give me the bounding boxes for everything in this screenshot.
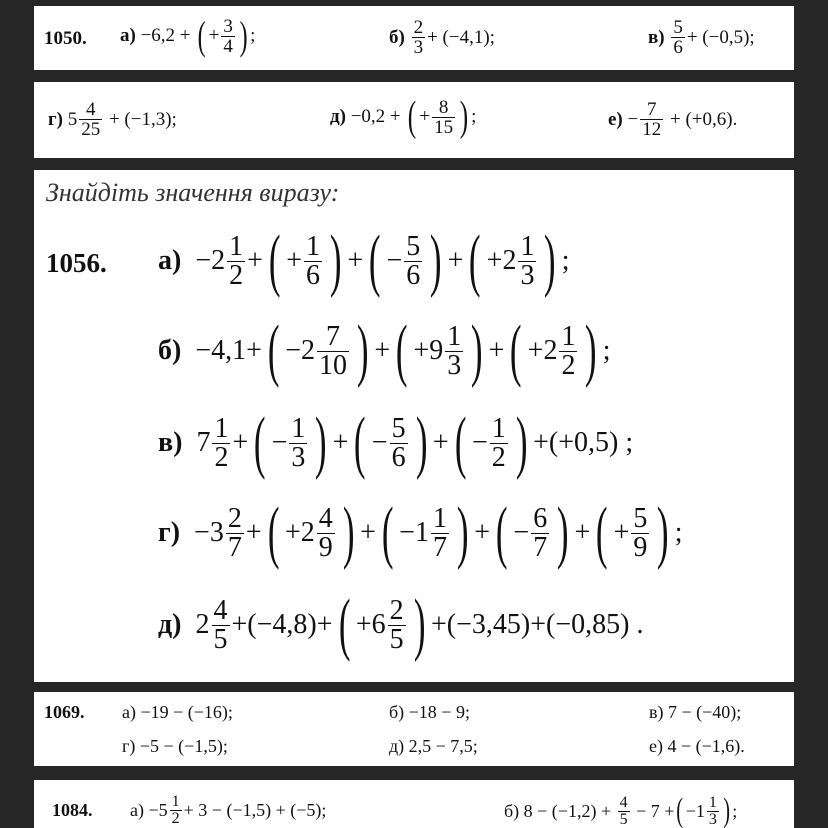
numerator: 1: [561, 320, 576, 352]
terminator: .: [636, 609, 644, 640]
sign: +: [208, 25, 220, 46]
term: (+0,5): [548, 427, 619, 458]
term: + 3 − (−1,5) + (−5);: [183, 800, 327, 820]
expression-g: г) −3 $\frac{2}{7}$ + ( +2 $\frac{4}{9}$ ) + ( −1 $\frac{1}{7}$ ) + ( − $\frac{6}{7}$ ) + ( + $\frac{5}{9}$ ) ;: [158, 494, 683, 571]
expression-a: а) −19 − (−16);: [122, 702, 233, 722]
denominator: 6: [391, 441, 406, 473]
fraction: [79, 100, 102, 139]
numerator: 4: [318, 502, 333, 534]
fraction: [445, 320, 463, 381]
denominator: 3: [708, 810, 717, 828]
whole-part: +6: [355, 609, 386, 640]
exercise-1050-strip: [34, 6, 794, 70]
term: ;: [471, 106, 477, 127]
numerator: 6: [533, 502, 548, 534]
denominator: 10: [319, 349, 348, 381]
paren-open: (: [267, 312, 280, 389]
denominator: 4: [223, 35, 233, 57]
expression-d: [330, 96, 476, 138]
item-label: г): [158, 517, 181, 548]
item-label: в): [158, 427, 183, 458]
numerator: 5: [391, 412, 406, 444]
term: − 7 +: [636, 800, 675, 821]
denominator: 2: [561, 349, 576, 381]
sign: −: [371, 427, 388, 458]
paren-open: (: [408, 94, 417, 140]
term: + (+0,6).: [669, 108, 738, 130]
numerator: 1: [214, 412, 229, 444]
paren-close: ): [342, 494, 355, 571]
term: + (−4,1);: [427, 26, 495, 48]
paren-open: (: [495, 494, 508, 571]
denominator: 2: [171, 810, 180, 827]
expression-e: [608, 100, 737, 139]
paren-open: (: [510, 312, 522, 389]
fraction: [631, 502, 649, 563]
paren-close: ): [723, 792, 730, 828]
denominator: 7: [432, 531, 447, 563]
denominator: 5: [619, 810, 628, 828]
numerator: 7: [646, 99, 657, 120]
denominator: 25: [81, 119, 101, 140]
term: −6,2 +: [140, 25, 191, 46]
paren-close: ): [585, 312, 597, 389]
expression-g: [48, 100, 177, 139]
item-label: а): [120, 25, 136, 46]
fraction: [432, 98, 455, 137]
numerator: 1: [171, 793, 180, 810]
sign: +2: [486, 245, 517, 276]
paren-close: ): [413, 586, 426, 663]
term: (−3,45): [446, 609, 531, 640]
numerator: 1: [291, 412, 306, 444]
sign: +: [286, 245, 303, 276]
expression-v: [648, 18, 755, 57]
denominator: 6: [306, 259, 321, 291]
expression-v: в) 7 − (−40);: [649, 702, 742, 722]
numerator: 1: [708, 793, 717, 811]
fraction: [390, 412, 408, 473]
paren-close: ): [544, 222, 556, 299]
terminator: ;: [625, 427, 634, 458]
paren-close: ): [456, 494, 469, 571]
denominator: 7: [533, 531, 548, 563]
whole-part: −2: [285, 335, 316, 366]
terminator: ;: [732, 800, 738, 821]
numerator: 4: [213, 594, 228, 626]
denominator: 5: [213, 623, 228, 655]
paren-open: (: [676, 792, 684, 828]
exercise-1056-block: [34, 170, 794, 682]
whole-part: −2: [195, 245, 226, 276]
terminator: ;: [674, 517, 683, 548]
denominator: 7: [227, 531, 242, 563]
fraction: [221, 17, 235, 56]
paren-close: ): [657, 494, 669, 571]
item-label: в): [648, 26, 665, 48]
whole-part: −3: [194, 517, 224, 548]
exercise-1084-strip: [34, 780, 794, 828]
numerator: 4: [619, 793, 628, 811]
numerator: 8: [438, 96, 449, 118]
numerator: 2: [227, 502, 242, 534]
expression-b: [389, 18, 495, 57]
item-label: а): [158, 245, 182, 276]
sign: −: [271, 427, 288, 458]
terminator: ;: [602, 335, 611, 366]
paren-close: ): [329, 222, 342, 299]
term: + (−1,3);: [108, 108, 177, 130]
paren-open: (: [596, 494, 608, 571]
sign: +: [419, 106, 431, 127]
terminator: ;: [561, 245, 570, 276]
denominator: 6: [406, 259, 421, 291]
denominator: 9: [318, 531, 333, 563]
fraction: [317, 502, 335, 563]
exercise-number: 1084.: [52, 800, 93, 820]
sign: −: [513, 517, 530, 548]
denominator: 2: [214, 441, 229, 473]
fraction: [559, 320, 577, 381]
fraction: [404, 230, 422, 291]
fraction: [640, 100, 663, 139]
fraction: [431, 502, 449, 563]
sign: −: [472, 427, 488, 458]
item-label: д): [330, 106, 346, 127]
exercise-number: 1056.: [46, 248, 107, 278]
term: (−4,8): [247, 609, 317, 640]
paren-close: ): [557, 494, 569, 571]
item-label: б): [389, 26, 405, 48]
exercise-1069-strip: [34, 692, 794, 766]
paren-open: (: [381, 494, 394, 571]
fraction: [412, 18, 426, 57]
whole-part: +2: [527, 335, 558, 366]
numerator: 2: [389, 594, 404, 626]
item-label: г): [48, 108, 63, 130]
whole-part: 7: [196, 427, 211, 458]
paren-open: (: [469, 222, 481, 299]
term: −0,2 +: [350, 106, 401, 127]
expression-b: б) −4,1 + ( −2 $\frac{7}{10}$ ) + ( +9 $\frac{1}{3}$ ) + ( +2 $\frac{1}{2}$ ) ;: [158, 312, 611, 389]
denominator: 2: [491, 441, 506, 473]
fraction: [304, 230, 322, 291]
exercise-number: 1050.: [44, 28, 87, 49]
expression-d: д) 2 $\frac{4}{5}$ + (−4,8) + ( +6 $\frac{2}{5}$ ) + (−3,45) + (−0,85) .: [158, 586, 644, 663]
denominator: 3: [413, 37, 424, 58]
numerator: 7: [326, 320, 341, 352]
expression-b: [504, 794, 737, 828]
paren-open: (: [454, 404, 467, 481]
expression-a: [120, 13, 256, 58]
term: (−0,85): [546, 609, 630, 640]
paren-close: ): [315, 404, 327, 481]
sign: +: [613, 517, 630, 548]
paren-close: ): [471, 312, 483, 389]
whole-part: +2: [284, 517, 315, 548]
numerator: 4: [85, 99, 96, 120]
paren-close: ): [239, 13, 248, 58]
paren-open: (: [197, 13, 206, 58]
fraction: [707, 795, 719, 828]
paren-open: (: [368, 222, 381, 299]
numerator: 5: [406, 230, 421, 262]
whole-part: 5: [67, 108, 78, 130]
fraction: [490, 412, 508, 473]
paren-close: ): [515, 404, 528, 481]
denominator: 3: [520, 259, 535, 291]
fraction: [212, 594, 230, 655]
fraction: [518, 230, 536, 291]
numerator: 1: [520, 230, 535, 262]
fraction: [212, 412, 230, 473]
fraction: [671, 18, 685, 57]
paren-open: (: [268, 222, 281, 299]
item-label: б): [158, 335, 182, 366]
denominator: 6: [673, 37, 683, 58]
sign: −: [386, 245, 403, 276]
fraction: [289, 412, 307, 473]
whole-part: −1: [685, 800, 705, 821]
numerator: 1: [432, 502, 447, 534]
paren-close: ): [415, 404, 428, 481]
paren-close: ): [459, 94, 469, 140]
paren-close: ): [356, 312, 369, 389]
term: −4,1: [195, 335, 247, 366]
term: + (−0,5);: [686, 26, 755, 48]
item-label: е): [608, 108, 623, 130]
numerator: 2: [413, 17, 424, 38]
numerator: 5: [673, 17, 683, 38]
fraction: [226, 502, 244, 563]
paren-open: (: [338, 586, 351, 663]
fraction: [388, 594, 406, 655]
exercise-1050-strip-2: [34, 82, 794, 158]
whole-part: 2: [195, 609, 210, 640]
paren-close: ): [430, 222, 442, 299]
denominator: 3: [291, 441, 306, 473]
term: ;: [250, 25, 256, 46]
term: б) 8 − (−1,2) +: [504, 800, 612, 821]
expression-d: д) 2,5 − 7,5;: [389, 736, 478, 756]
numerator: 1: [447, 320, 462, 352]
denominator: 5: [389, 623, 404, 655]
item-label: д): [158, 609, 182, 640]
numerator: 1: [491, 412, 506, 444]
expression-a: а) −2 $\frac{1}{2}$ + ( + $\frac{1}{6}$ ) + ( − $\frac{5}{6}$ ) + ( +2 $\frac{1}{3}$ ) ;: [158, 222, 570, 299]
paren-open: (: [354, 404, 366, 481]
denominator: 2: [229, 259, 244, 291]
expression-a: [130, 794, 326, 827]
numerator: 1: [306, 230, 321, 262]
whole-part: +9: [413, 335, 444, 366]
numerator: 3: [223, 15, 233, 37]
numerator: 5: [633, 502, 648, 534]
denominator: 12: [642, 119, 662, 140]
expression-b: б) −18 − 9;: [389, 702, 470, 722]
fraction: [227, 230, 245, 291]
whole-part: −1: [399, 517, 429, 548]
fraction: [618, 795, 630, 828]
fraction: [170, 794, 182, 827]
exercise-number: 1069.: [44, 702, 85, 722]
paren-open: (: [267, 494, 280, 571]
expression-g: г) −5 − (−1,5);: [122, 736, 228, 756]
whole-part: а) −5: [130, 800, 168, 820]
denominator: 3: [447, 349, 462, 381]
expression-v: в) 7 $\frac{1}{2}$ + ( − $\frac{1}{3}$ ) + ( − $\frac{5}{6}$ ) + ( − $\frac{1}{2}$ ) + (+0,5) ;: [158, 404, 634, 481]
fraction: [317, 320, 349, 381]
denominator: 9: [633, 531, 648, 563]
paren-open: (: [254, 404, 266, 481]
sign: −: [627, 108, 639, 130]
section-title: Знайдіть значення виразу:: [46, 178, 340, 207]
numerator: 1: [229, 230, 244, 262]
fraction: [531, 502, 549, 563]
expression-e: е) 4 − (−1,6).: [649, 736, 745, 756]
paren-open: (: [395, 312, 408, 389]
denominator: 15: [434, 116, 454, 138]
